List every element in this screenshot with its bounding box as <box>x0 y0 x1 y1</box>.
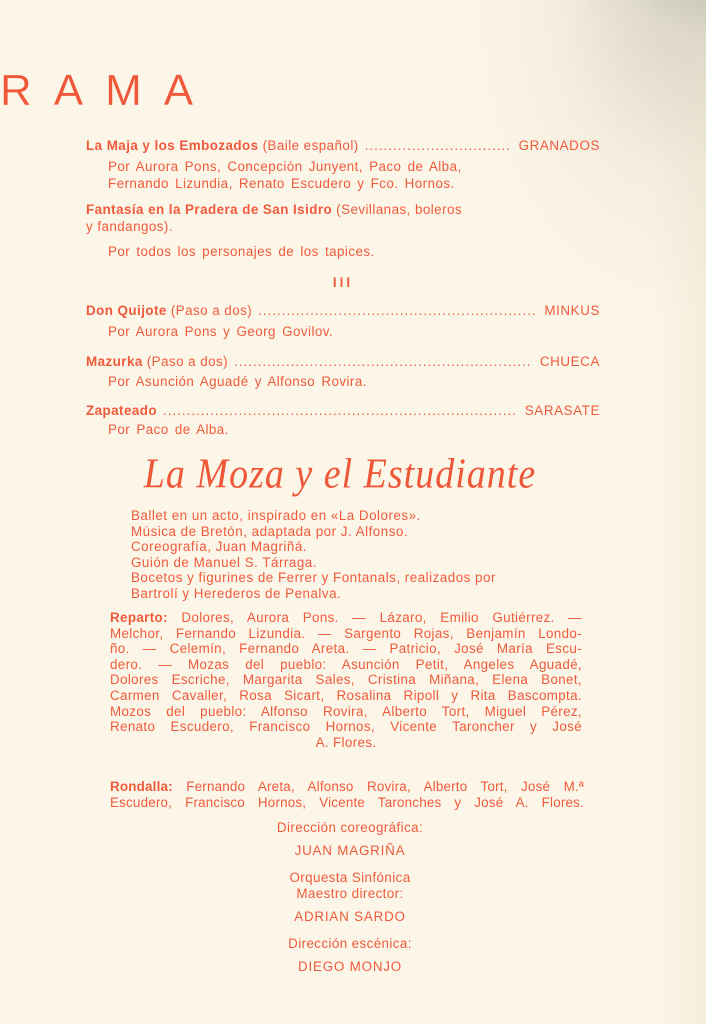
performers-line: Por Aurora Pons y Georg Govilov. <box>108 324 334 339</box>
entry-subtitle: (Paso a dos) <box>146 354 229 369</box>
program-entry <box>86 302 600 340</box>
entry-subtitle-continued: y fandangos). <box>86 219 173 234</box>
direction-choreography <box>190 820 510 859</box>
performers-line: Por Asunción Aguadé y Alfonso Rovira. <box>108 374 367 389</box>
direction-name: ADRIAN SARDO <box>294 909 406 924</box>
entry-composer: MINKUS <box>544 303 600 318</box>
entry-subtitle: (Baile español) <box>262 138 359 153</box>
cast-label: Reparto: <box>110 610 168 625</box>
performers-line: Por Aurora Pons, Concepción Junyent, Paco de Alba, <box>108 159 462 174</box>
performers-line: Por Paco de Alba. <box>108 422 229 437</box>
cast-text: Dolores, Aurora Pons. — Lázaro, Emilio Gutiérrez. — <box>167 610 582 625</box>
dot-leader <box>234 353 532 370</box>
direction-stage <box>190 936 510 975</box>
rondalla-label: Rondalla: <box>110 779 173 794</box>
page-header-title: RAMA <box>0 66 216 115</box>
dot-leader <box>163 402 517 419</box>
entry-title: Fantasía en la Pradera de San Isidro <box>86 202 333 217</box>
entry-composer: CHUECA <box>539 354 600 369</box>
cast-line: dero. — Mozas del pueblo: Asunción Petit, Angeles Aguadé, <box>110 656 582 672</box>
entry-subtitle: (Sevillanas, boleros <box>336 202 463 217</box>
entry-performers <box>86 373 600 390</box>
program-part-one <box>86 137 600 260</box>
cast-line: Mozos del pueblo: Alfonso Rovira, Alberto Tort, Miguel Pérez, <box>110 703 582 719</box>
cast-line: Melchor, Fernando Lizundia. — Sargento Rojas, Benjamín Londo- <box>110 625 582 641</box>
program-entry <box>86 402 600 438</box>
performers-line: Fernando Lizundia, Renato Escudero y Fco. Hornos. <box>108 176 455 191</box>
cast-line: A. Flores. <box>315 734 377 750</box>
entry-title: Don Quijote <box>86 303 167 318</box>
ballet-credits <box>131 508 496 602</box>
program-part-three <box>86 274 600 438</box>
direction-role: Maestro director: <box>296 886 404 901</box>
cast-line: Carmen Cavaller, Rosa Sicart, Rosalina Ripoll y Rita Bascompta. <box>110 687 582 703</box>
entry-composer: SARASATE <box>524 403 600 418</box>
program-entry <box>86 353 600 390</box>
rondalla-list <box>110 779 584 810</box>
program-entry <box>86 137 600 192</box>
credit-line: Bartrolí y Herederos de Penalva. <box>131 585 342 601</box>
entry-title: Zapateado <box>86 403 158 418</box>
entry-title: Mazurka <box>86 354 143 369</box>
entry-performers <box>86 158 600 192</box>
rondalla-line <box>110 779 584 795</box>
program-entry <box>86 201 600 260</box>
direction-role: Dirección coreográfica: <box>276 820 424 835</box>
performers-line: Por todos los personajes de los tapices. <box>108 244 375 259</box>
dot-leader <box>365 137 511 154</box>
dot-leader <box>258 302 536 319</box>
entry-performers <box>86 323 600 340</box>
rondalla-text: Fernando Areta, Alfonso Rovira, Alberto Tort, José M.ª <box>172 779 584 794</box>
section-numeral: III <box>332 275 354 290</box>
direction-role: Dirección escénica: <box>288 936 412 951</box>
credit-line: Ballet en un acto, inspirado en «La Dolores». <box>131 508 421 523</box>
direction-orchestra <box>190 870 510 925</box>
entry-subtitle: (Paso a dos) <box>170 303 253 318</box>
ballet-title: La Moza y el Estudiante <box>143 450 537 498</box>
cast-line <box>110 610 582 626</box>
direction-name: JUAN MAGRIÑA <box>294 843 406 858</box>
entry-title: La Maja y los Embozados <box>86 138 259 153</box>
entry-composer: GRANADOS <box>518 138 600 153</box>
credit-line: Bocetos y figurines de Ferrer y Fontanals, realizados por <box>131 570 496 586</box>
page-corner-shadow <box>586 0 706 70</box>
cast-list <box>110 610 582 750</box>
cast-line: Dolores Escriche, Margarita Sales, Cristina Miñana, Elena Bonet, <box>110 672 582 688</box>
entry-performers <box>86 243 600 260</box>
cast-line: Renato Escudero, Francisco Hornos, Vicente Taroncher y José <box>110 719 582 735</box>
credit-line: Guión de Manuel S. Tárraga. <box>131 554 317 570</box>
credit-line: Música de Bretón, adaptada por J. Alfonso. <box>131 523 409 539</box>
direction-name: DIEGO MONJO <box>297 959 403 974</box>
direction-role: Orquesta Sinfónica <box>289 870 411 885</box>
credit-line: Coreografía, Juan Magriñá. <box>131 539 308 555</box>
cast-line: ño. — Celemín, Fernando Areta. — Patricio, José María Escu- <box>110 641 582 657</box>
entry-performers <box>86 421 600 438</box>
rondalla-line: Escudero, Francisco Hornos, Vicente Taronches y José A. Flores. <box>110 794 584 810</box>
